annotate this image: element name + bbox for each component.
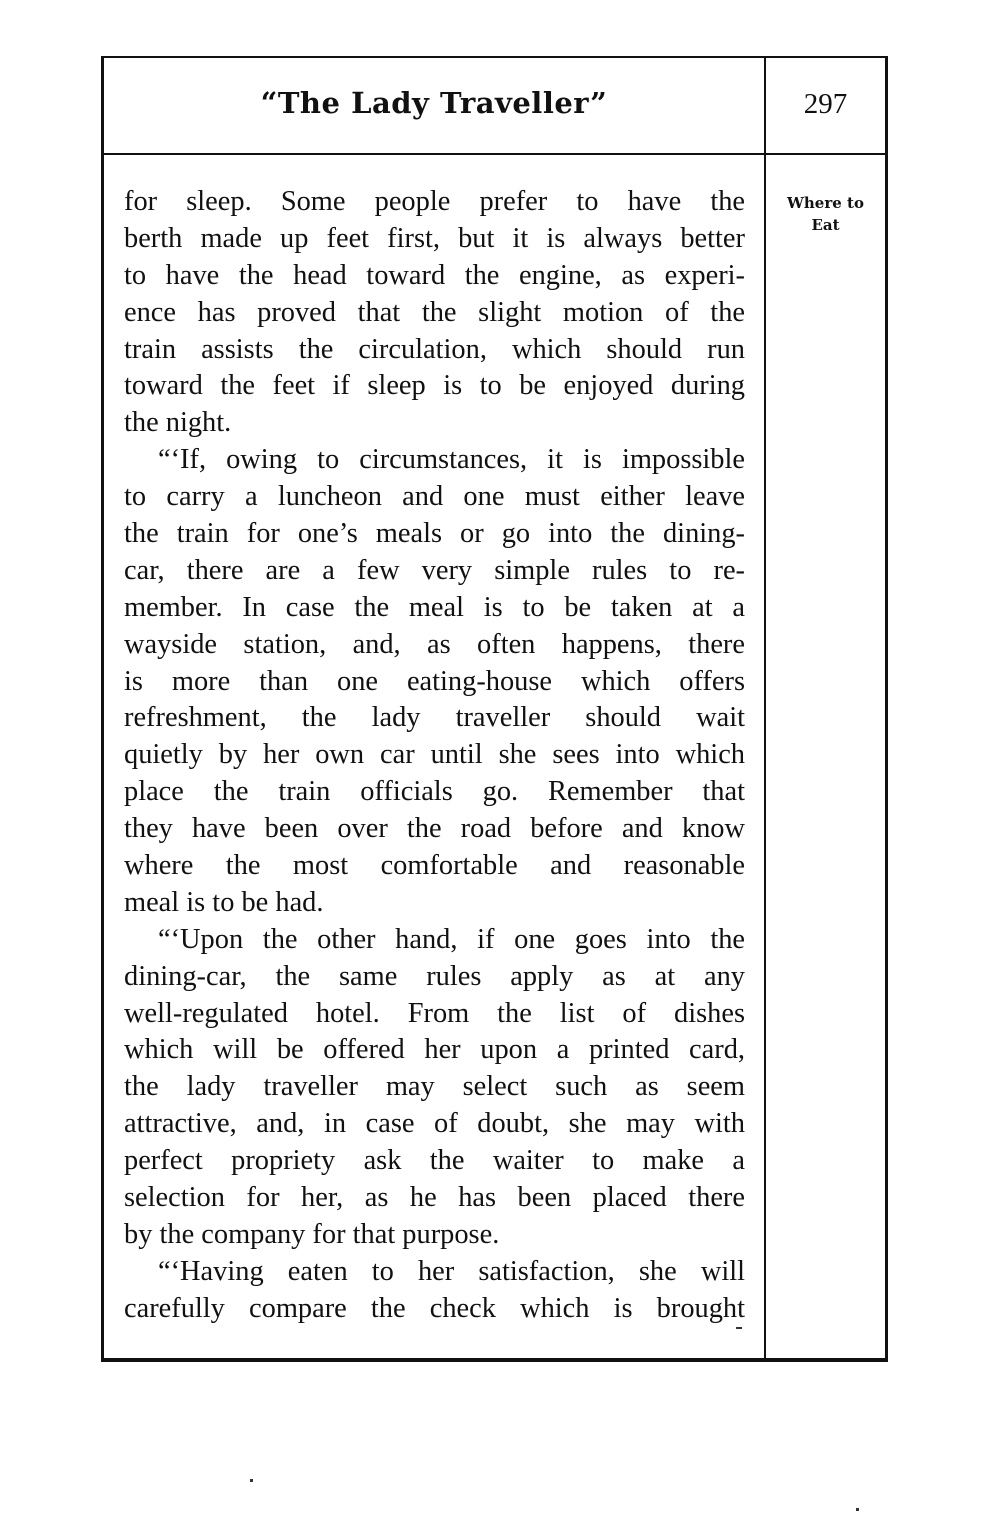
text-line: quietly by her own car until she sees into which: [124, 739, 745, 771]
text-line: dining-car, the same rules apply as at any: [124, 960, 745, 992]
text-line: “‘Having eaten to her satisfaction, she will: [158, 1255, 745, 1287]
text-line: ence has proved that the slight motion of the: [124, 296, 745, 328]
text-line: to carry a luncheon and one must either leave: [124, 481, 745, 513]
text-line: train assists the circulation, which should run: [124, 333, 745, 365]
text-line: where the most comfortable and reasonable: [124, 850, 745, 882]
body-text: [124, 184, 745, 1328]
text-line: by the company for that purpose.: [124, 1218, 500, 1250]
scan-speck: [856, 1508, 859, 1511]
text-line: selection for her, as he has been placed there: [124, 1182, 745, 1214]
text-line: refreshment, the lady traveller should wait: [124, 702, 745, 734]
text-line: attractive, and, in case of doubt, she may with: [124, 1108, 745, 1140]
page-frame: [101, 56, 888, 1362]
text-line: wayside station, and, as often happens, there: [124, 628, 745, 660]
text-line: well-regulated hotel. From the list of dishes: [124, 997, 745, 1029]
text-line: toward the feet if sleep is to be enjoyed during: [124, 370, 745, 402]
text-line: the train for one’s meals or go into the dining-: [124, 518, 745, 550]
text-line: berth made up feet first, but it is always better: [124, 222, 745, 254]
running-title: “The Lady Traveller”: [260, 86, 608, 120]
marginal-note-line: Where to: [787, 194, 864, 212]
text-line: carefully compare the check which is brought: [124, 1292, 745, 1324]
text-line: place the train officials go. Remember that: [124, 776, 745, 808]
marginal-note-line: Eat: [811, 216, 840, 234]
text-line: the night.: [124, 407, 232, 439]
text-line: to have the head toward the engine, as experi-: [124, 259, 745, 291]
text-line: perfect propriety ask the waiter to make a: [124, 1145, 745, 1177]
text-line: for sleep. Some people prefer to have the: [124, 186, 745, 217]
page-number: 297: [803, 88, 848, 120]
scan-speck: [250, 1479, 253, 1482]
text-line: they have been over the road before and know: [124, 813, 745, 845]
text-line: member. In case the meal is to be taken at a: [124, 591, 745, 623]
scan-speck: [736, 1327, 742, 1329]
text-line: meal is to be had.: [124, 886, 324, 918]
marginal-note: [766, 192, 885, 236]
text-line: which will be offered her upon a printed card,: [124, 1034, 745, 1066]
header-rule: [104, 153, 885, 155]
text-line: “‘If, owing to circumstances, it is impossible: [158, 444, 745, 476]
text-line: “‘Upon the other hand, if one goes into the: [158, 923, 745, 955]
text-line: car, there are a few very simple rules to re-: [124, 554, 745, 586]
text-line: the lady traveller may select such as seem: [124, 1071, 745, 1103]
margin-column-rule: [764, 58, 766, 1358]
text-line: is more than one eating-house which offers: [124, 665, 745, 697]
